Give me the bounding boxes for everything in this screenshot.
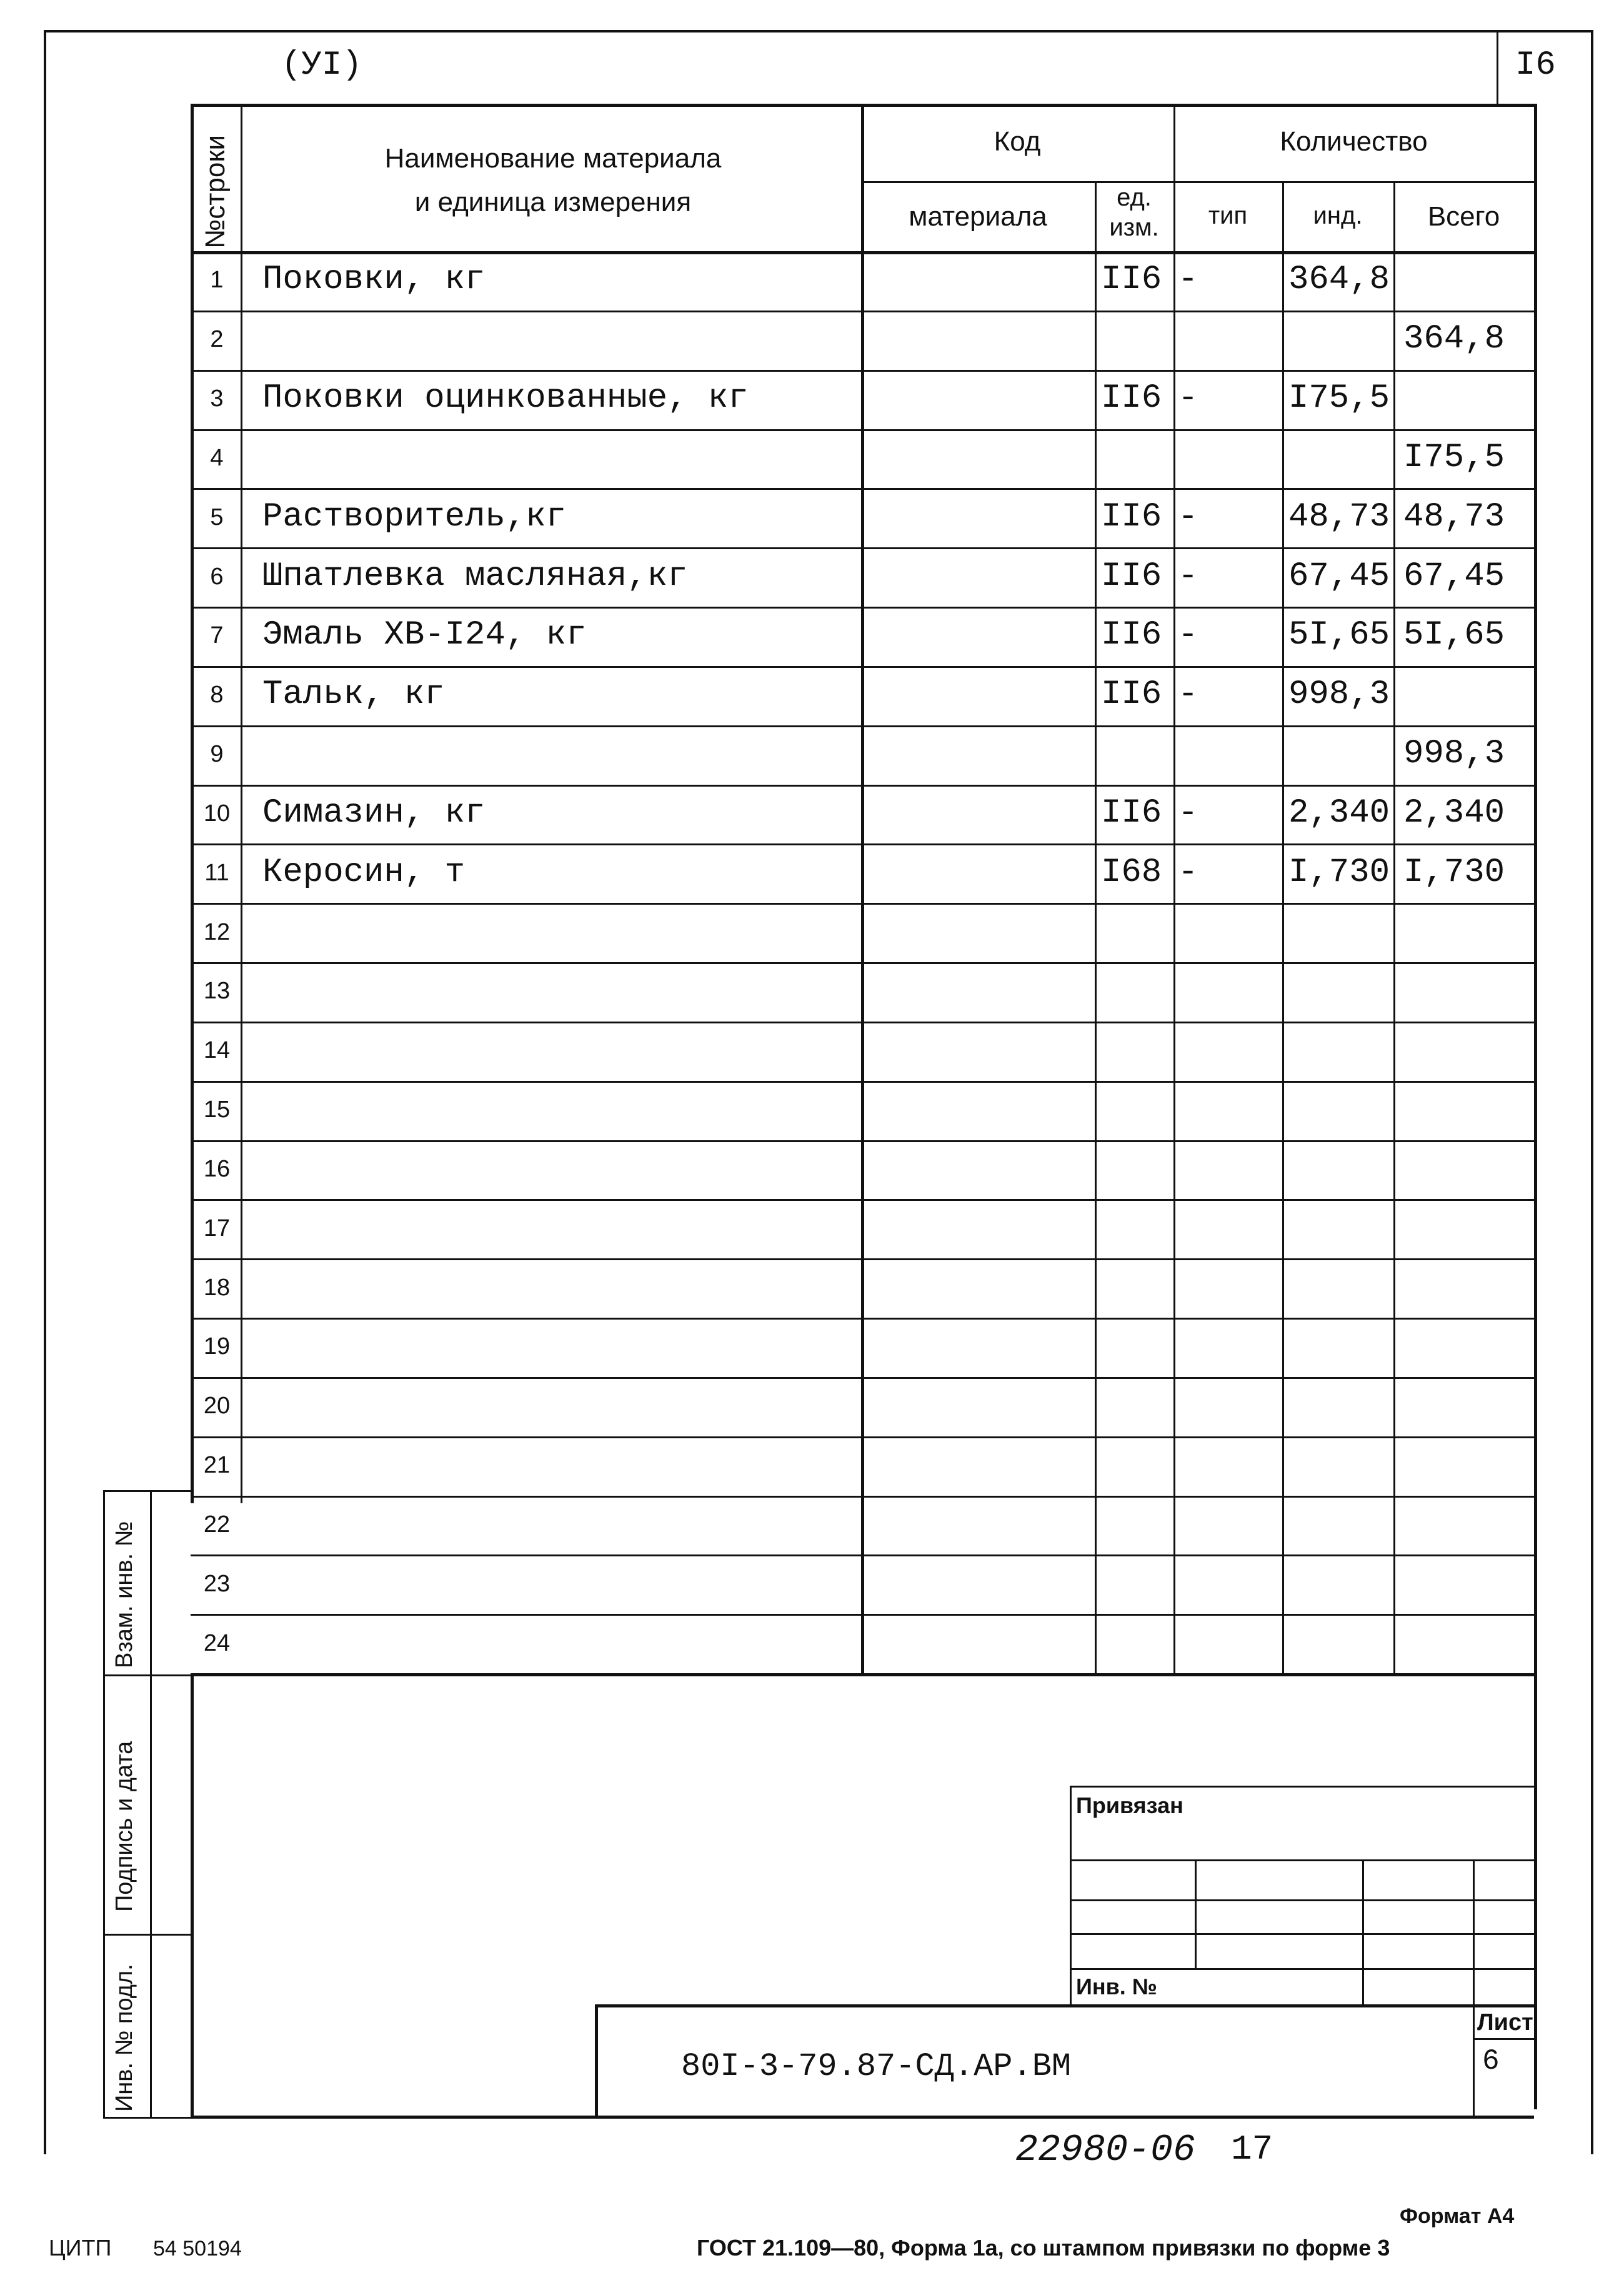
unit-code: II6 [1101, 557, 1162, 595]
stamp-inv-no: Инв. № [1076, 1974, 1157, 1999]
ind-value: 2,340 [1288, 793, 1390, 832]
row-number: 9 [210, 741, 224, 768]
row-number: 24 [203, 1629, 231, 1656]
type-value: - [1178, 497, 1198, 536]
row-number: 19 [203, 1333, 231, 1360]
row-divider [191, 547, 1534, 549]
row-number: 7 [210, 622, 224, 649]
row-divider [191, 607, 1534, 609]
row-number: 5 [210, 504, 224, 530]
side-label-inv-podl: Инв. № подл. [111, 1964, 137, 2112]
row-divider [191, 725, 1534, 727]
ind-value: I75,5 [1288, 379, 1390, 418]
header-name-line1: Наименование материала [384, 143, 722, 174]
unit-code: II6 [1101, 675, 1162, 714]
row-divider [191, 370, 1534, 372]
row-divider [191, 903, 1534, 905]
sheet-mark: (УI) [281, 46, 362, 84]
header-unit-line1: ед. [1117, 184, 1152, 211]
unit-code: II6 [1101, 497, 1162, 536]
total-value: 2,340 [1403, 793, 1505, 832]
ind-value: 364,8 [1288, 261, 1390, 299]
row-number: 16 [203, 1155, 231, 1182]
side-label-podpis: Подпись и дата [111, 1741, 137, 1912]
row-divider [191, 1377, 1534, 1379]
page-number-top: I6 [1515, 46, 1556, 84]
row-divider [191, 311, 1534, 312]
material-name: Поковки оцинкованные, кг [262, 379, 749, 418]
total-value: 998,3 [1403, 735, 1505, 773]
row-divider [191, 1614, 1534, 1616]
header-material: материала [909, 201, 1047, 232]
type-value: - [1178, 261, 1198, 299]
row-number: 17 [203, 1215, 231, 1241]
footer-gost: ГОСТ 21.109—80, Форма 1а, со штампом привязки по форме 3 [697, 2235, 1390, 2261]
handwritten-page: 17 [1231, 2129, 1273, 2169]
type-value: - [1178, 793, 1198, 832]
total-value: 67,45 [1403, 557, 1505, 595]
header-total: Всего [1427, 201, 1500, 232]
row-divider [191, 785, 1534, 787]
stamp-list-label: Лист [1477, 2009, 1533, 2036]
row-number: 14 [203, 1037, 231, 1064]
type-value: - [1178, 379, 1198, 418]
type-value: - [1178, 557, 1198, 595]
footer-left-num: 54 50194 [153, 2237, 242, 2261]
row-number: 20 [203, 1393, 231, 1420]
row-number: 21 [203, 1452, 231, 1479]
row-divider [191, 1318, 1534, 1320]
ind-value: 67,45 [1288, 557, 1390, 595]
material-name: Поковки, кг [262, 261, 486, 299]
material-name: Шпатлевка масляная,кг [262, 557, 688, 595]
unit-code: I68 [1101, 853, 1162, 892]
material-name: Симазин, кг [262, 793, 486, 832]
stamp-list-value: 6 [1482, 2045, 1500, 2077]
col-material-line [1095, 181, 1097, 1673]
col-ind-line [1393, 181, 1395, 1673]
material-name: Эмаль ХВ-I24, кг [262, 616, 587, 655]
ind-value: 48,73 [1288, 497, 1390, 536]
row-divider [191, 1554, 1534, 1556]
header-unit-line2: изм. [1109, 214, 1159, 241]
header-type: тип [1208, 202, 1248, 229]
row-number: 15 [203, 1097, 231, 1123]
total-value: I,730 [1403, 853, 1505, 892]
material-name: Керосин, т [262, 853, 466, 892]
unit-code: II6 [1101, 616, 1162, 655]
row-divider [191, 1081, 1534, 1083]
ind-value: I,730 [1288, 853, 1390, 892]
unit-code: II6 [1101, 793, 1162, 832]
row-number: 22 [203, 1511, 231, 1538]
header-row-no: №строки [200, 134, 231, 249]
row-divider [191, 488, 1534, 490]
row-number: 13 [203, 978, 231, 1005]
row-number: 18 [203, 1274, 231, 1301]
ind-value: 998,3 [1288, 675, 1390, 714]
type-value: - [1178, 616, 1198, 655]
row-number: 12 [203, 918, 231, 945]
row-divider [191, 1258, 1534, 1260]
footer-format: Формат А4 [1400, 2204, 1515, 2228]
ind-value: 5I,65 [1288, 616, 1390, 655]
row-divider [191, 1436, 1534, 1438]
handwritten-number: 22980-06 [1015, 2129, 1196, 2172]
row-divider [191, 429, 1534, 431]
row-number: 3 [210, 385, 224, 412]
row-number: 8 [210, 682, 224, 709]
header-name-line2: и единица измерения [414, 187, 692, 217]
header-quantity: Количество [1280, 126, 1428, 157]
row-divider [191, 843, 1534, 845]
side-label-vzam: Взам. инв. № [111, 1521, 137, 1668]
row-divider [191, 1022, 1534, 1023]
total-value: 364,8 [1403, 320, 1505, 359]
total-value: 5I,65 [1403, 616, 1505, 655]
row-number: 10 [203, 800, 231, 827]
row-number: 4 [210, 444, 224, 471]
header-code: Код [994, 126, 1041, 157]
footer-left: ЦИТП [49, 2235, 112, 2261]
unit-code: II6 [1101, 379, 1162, 418]
row-number: 23 [203, 1570, 231, 1597]
type-value: - [1178, 853, 1198, 892]
type-value: - [1178, 675, 1198, 714]
col-type-line [1282, 181, 1284, 1673]
row-number: 1 [210, 267, 224, 294]
material-name: Тальк, кг [262, 675, 445, 714]
row-divider [191, 666, 1534, 668]
stamp-privyazan: Привязан [1076, 1793, 1183, 1818]
row-divider [191, 1496, 1534, 1498]
total-value: 48,73 [1403, 497, 1505, 536]
doc-code: 80I-3-79.87-СД.АР.ВМ [681, 2048, 1072, 2085]
row-divider [191, 1140, 1534, 1142]
row-number: 11 [204, 859, 229, 886]
row-divider [191, 962, 1534, 964]
unit-code: II6 [1101, 261, 1162, 299]
row-number: 6 [210, 563, 224, 590]
total-value: I75,5 [1403, 438, 1505, 477]
row-number: 2 [210, 326, 224, 353]
header-ind: инд. [1313, 202, 1363, 229]
material-name: Растворитель,кг [262, 497, 567, 536]
row-divider [191, 1199, 1534, 1201]
